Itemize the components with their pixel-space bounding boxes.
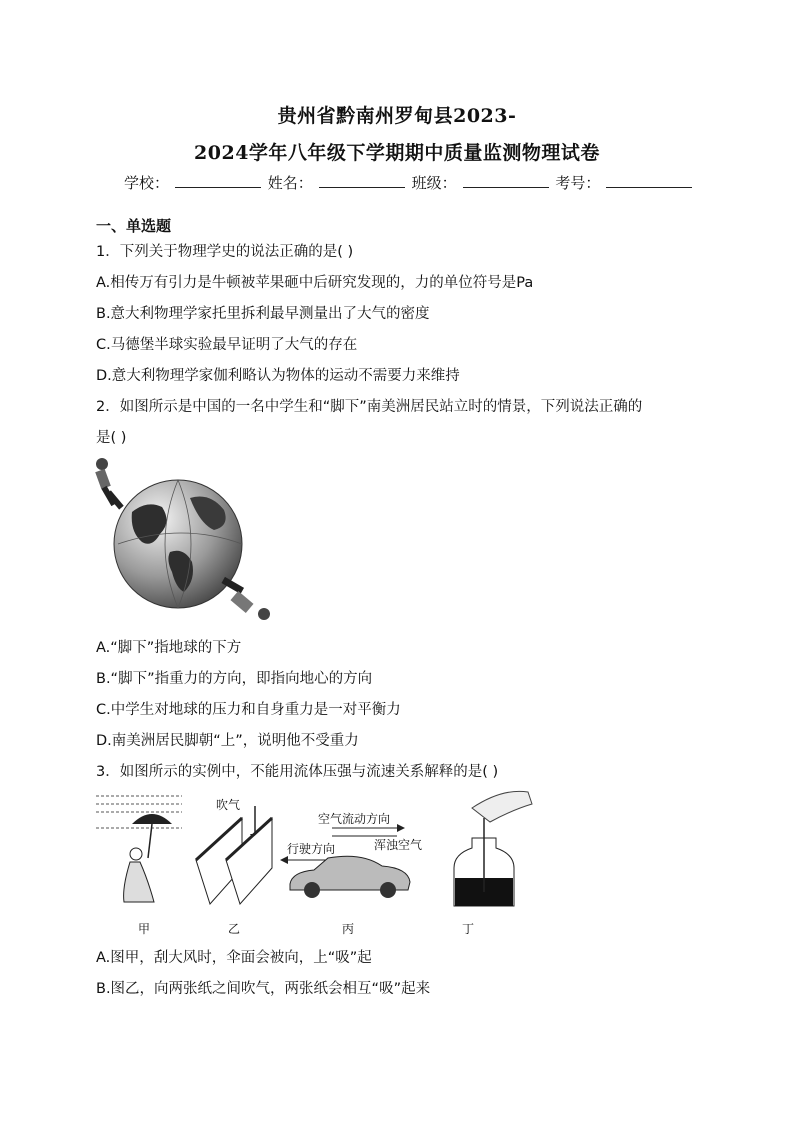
exam-title-line1: 贵州省黔南州罗甸县2023- xyxy=(277,105,517,127)
q3-option-b: B.图乙，向两张纸之间吹气，两张纸会相互“吸”起来 xyxy=(96,981,431,997)
exam-title-line2: 2024学年八年级下学期期中质量监测物理试卷 xyxy=(194,142,600,164)
earth-figure xyxy=(92,452,282,632)
school-blank[interactable] xyxy=(175,173,261,188)
class-label: 班级： xyxy=(411,174,457,192)
q2-option-b: B.“脚下”指重力的方向，即指向地心的方向 xyxy=(96,671,373,687)
label-air-flow: 空气流动方向 xyxy=(318,812,391,826)
label-bing: 丙 xyxy=(342,922,355,936)
label-yi: 乙 xyxy=(228,922,241,936)
flow-figures xyxy=(92,788,542,936)
q1-option-d: D.意大利物理学家伽利略认为物体的运动不需要力来维持 xyxy=(96,368,460,384)
q2-option-a: A.“脚下”指地球的下方 xyxy=(96,640,242,656)
label-blow: 吹气 xyxy=(216,798,241,812)
name-label: 姓名： xyxy=(267,174,313,192)
q1-option-c: C.马德堡半球实验最早证明了大气的存在 xyxy=(96,337,358,353)
label-dirty-air: 浑浊空气 xyxy=(374,838,423,852)
q2-option-c: C.中学生对地球的压力和自身重力是一对平衡力 xyxy=(96,702,401,718)
school-label: 学校： xyxy=(124,174,170,192)
q2-stem-line2: 是( ) xyxy=(96,430,127,446)
name-blank[interactable] xyxy=(319,173,405,188)
paper-panel xyxy=(196,806,272,904)
q3-option-a: A.图甲，刮大风时，伞面会被向，上“吸”起 xyxy=(96,950,372,966)
student-figure xyxy=(95,458,124,510)
q1-stem: 1．下列关于物理学史的说法正确的是( ) xyxy=(96,244,354,260)
student-info-row xyxy=(124,172,694,193)
globe-icon xyxy=(114,480,242,608)
q2-stem-line1: 2．如图所示是中国的一名中学生和“脚下”南美洲居民站立时的情景，下列说法正确的 xyxy=(96,399,643,415)
label-jia: 甲 xyxy=(138,922,151,936)
girl-icon xyxy=(124,862,154,902)
q3-stem: 3．如图所示的实例中，不能用流体压强与流速关系解释的是( ) xyxy=(96,764,499,780)
label-driving: 行驶方向 xyxy=(287,842,336,856)
q1-option-b: B.意大利物理学家托里拆利最早测量出了大气的密度 xyxy=(96,306,430,322)
label-ding: 丁 xyxy=(462,922,475,936)
q1-option-a: A.相传万有引力是牛顿被苹果砸中后研究发现的，力的单位符号是Pa xyxy=(96,275,534,291)
umbrella-icon xyxy=(132,814,172,824)
umbrella-panel xyxy=(96,796,182,902)
exam-no-blank[interactable] xyxy=(606,173,692,188)
q2-option-d: D.南美洲居民脚朝“上”，说明他不受重力 xyxy=(96,733,359,749)
hand-icon xyxy=(472,791,532,822)
bottle-panel xyxy=(454,791,532,906)
class-blank[interactable] xyxy=(463,173,549,188)
exam-no-label: 考号： xyxy=(555,174,601,192)
south-american-figure xyxy=(221,577,270,620)
section-title: 一、单选题 xyxy=(96,217,172,235)
